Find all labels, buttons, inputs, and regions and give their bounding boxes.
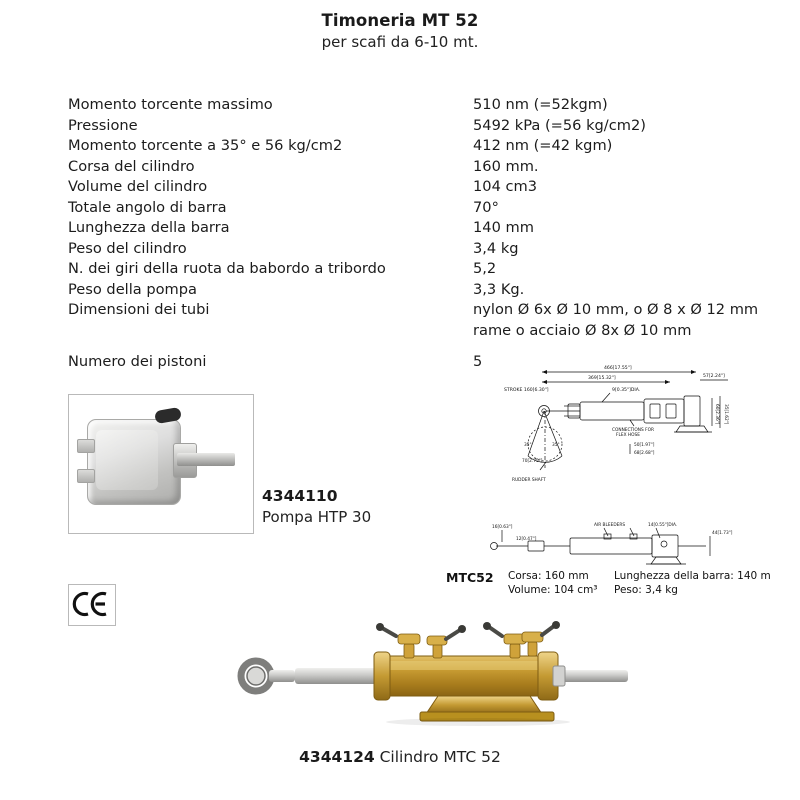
spec-value: 70° [473,198,499,216]
drawing-top-svg [484,358,740,498]
drawing-spec-corsa: Corsa: 160 mm [508,570,589,582]
drawing-spec-right [614,570,771,597]
pump-port-lower [77,469,95,483]
spec-value: 160 mm. [473,157,539,175]
spec-value: 140 mm [473,219,534,236]
drawing-spec-lunghezza: Lunghezza della barra: 140 m [614,570,771,582]
page-title: Timoneria MT 52 [321,11,479,30]
svg-text:35[1.62"]: 35[1.62"] [723,404,728,425]
pump-name: Pompa HTP 30 [262,508,372,526]
spec-label: Volume del cilindro [68,178,208,195]
page-subtitle: per scafi da 6-10 mt. [321,33,479,51]
svg-text:STROKE 160[6.30"]: STROKE 160[6.30"] [504,388,549,393]
ce-logo-icon [69,585,113,623]
spec-row [68,280,768,301]
spec-value: 3,3 Kg. [473,280,525,298]
svg-text:CONNECTIONS FOR: CONNECTIONS FOR [612,428,654,433]
spec-value: 3,4 kg [473,239,519,257]
spec-row [68,177,768,198]
spec-value: 104 cm3 [473,178,538,195]
spec-value: 5,2 [473,260,497,277]
cylinder-photo-svg [228,612,648,727]
cylinder-caption [0,748,800,766]
spec-label: N. dei giri della ruota da babordo a tribordo [68,260,386,277]
spec-label: Numero dei pistoni [68,353,207,370]
spec-row [68,157,768,178]
cylinder-name: Cilindro MTC 52 [379,748,501,766]
spec-row [68,136,768,157]
spec-label: Totale angolo di barra [68,198,227,216]
spec-row [68,259,768,280]
spec-value: nylon Ø 6x Ø 10 mm, o Ø 8 x Ø 12 mm [473,301,759,318]
drawing-spec-left [508,570,598,597]
svg-text:35°: 35° [524,443,532,448]
svg-text:RUDDER SHAFT: RUDDER SHAFT [512,478,546,483]
pump-code: 4344110 [262,487,338,505]
svg-text:60[2.36"]: 60[2.36"] [714,404,719,425]
drawing-bottom-svg [484,508,740,576]
svg-text:16[0.63"]: 16[0.63"] [492,525,513,530]
technical-drawing-bottom [484,508,740,576]
spec-value: rame o acciaio Ø 8x Ø 10 mm [473,321,692,339]
pump-housing [87,419,181,505]
technical-drawing-top [484,358,740,498]
svg-text:9[0.35"]DIA.: 9[0.35"]DIA. [612,388,641,393]
drawing-spec-volume: Volume: 104 cm³ [508,583,598,596]
svg-text:466[17.55"]: 466[17.55"] [604,366,632,371]
pump-port-upper [77,439,95,453]
spec-row [68,300,768,321]
specifications-table [68,95,768,373]
page-header [0,10,800,53]
spec-label: Pressione [68,116,138,134]
spec-label: Dimensioni dei tubi [68,301,210,318]
spec-label: Corsa del cilindro [68,157,195,175]
pump-photo [68,394,254,534]
drawing-model-label: MTC52 [446,570,494,585]
svg-text:50[1.97"]: 50[1.97"] [634,443,655,448]
spec-label: Momento torcente a 35° e 56 kg/cm2 [68,137,343,154]
cylinder-photo [228,612,648,727]
pump-shaft [177,453,235,466]
svg-text:70[2.75"]: 70[2.75"] [522,459,543,464]
cylinder-code: 4344124 [299,748,375,766]
svg-text:57[2.24"]: 57[2.24"] [703,374,725,379]
spec-row [68,198,768,219]
svg-text:12[0.47"]: 12[0.47"] [516,537,537,542]
svg-text:68[2.68"]: 68[2.68"] [634,451,655,456]
spec-row [68,218,768,239]
svg-text:369[15.32"]: 369[15.32"] [588,376,616,381]
drawing-spec-peso: Peso: 3,4 kg [614,583,678,596]
spec-row [68,239,768,260]
ce-mark [68,584,116,626]
spec-label: Momento torcente massimo [68,96,273,113]
spec-row [68,116,768,137]
spec-label: Lunghezza della barra [68,219,230,236]
spec-spacer [68,341,768,352]
svg-text:FLEX HOSE: FLEX HOSE [616,433,640,438]
spec-label: Peso del cilindro [68,239,187,257]
spec-row [68,95,768,116]
spec-value: 510 nm (=52kgm) [473,96,608,113]
svg-text:AIR BLEEDERS: AIR BLEEDERS [594,523,626,528]
spec-value: 5492 kPa (=56 kg/cm2) [473,116,646,134]
pump-caption [262,486,462,528]
svg-text:44[1.73"]: 44[1.73"] [712,531,733,536]
svg-text:35°: 35° [552,443,560,448]
spec-value: 412 nm (=42 kgm) [473,137,613,154]
spec-label: Peso della pompa [68,280,197,298]
spec-row-continuation [68,321,768,342]
spec-value: 5 [473,353,483,370]
svg-text:14[0.55"]DIA.: 14[0.55"]DIA. [648,523,678,528]
